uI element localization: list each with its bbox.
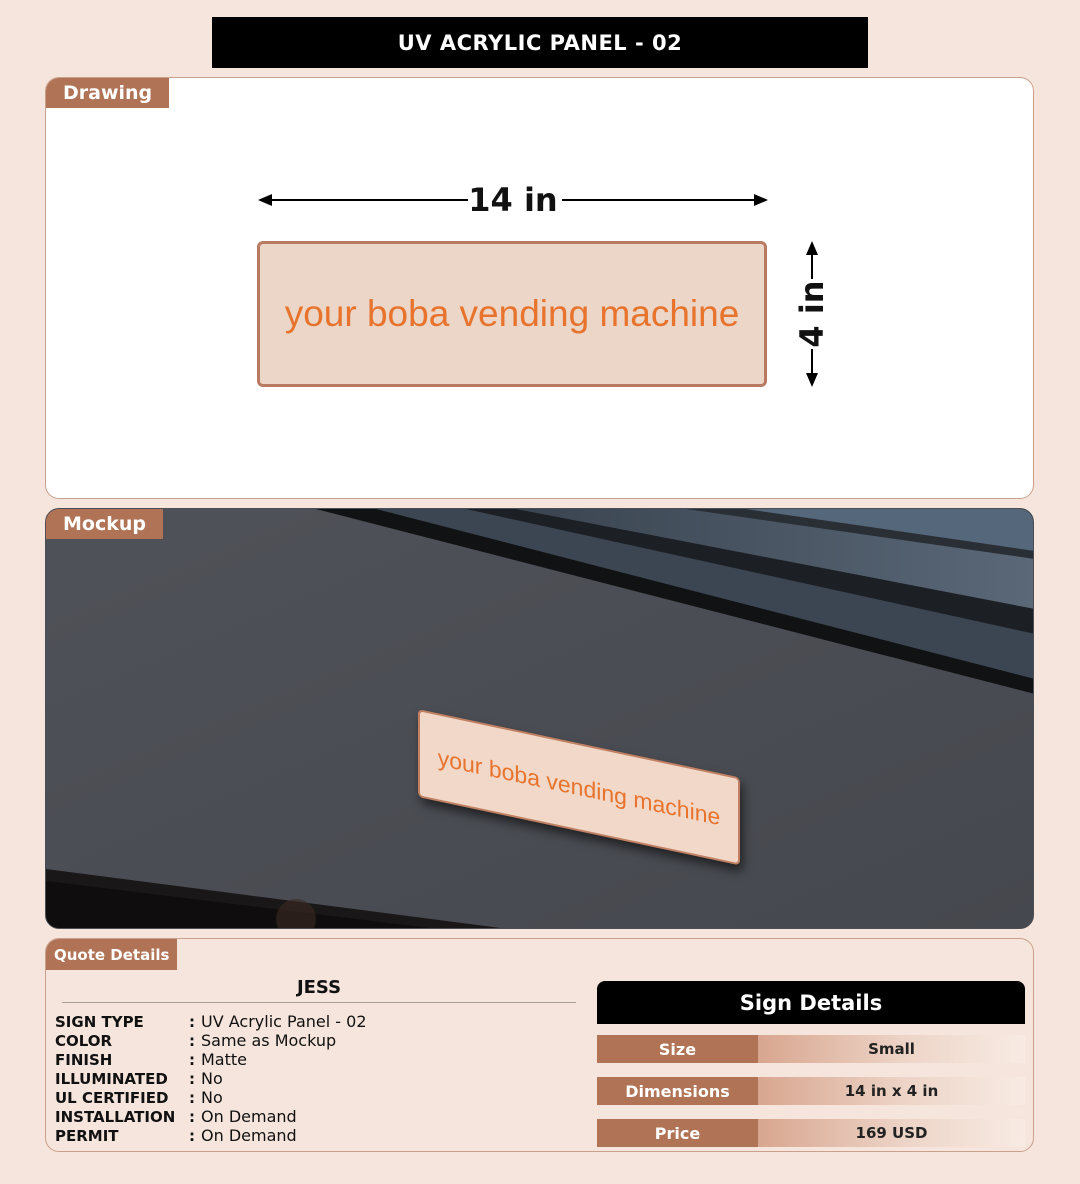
spec-row: [55, 1050, 367, 1069]
spec-key: COLOR: [55, 1031, 113, 1050]
mockup-sign-text: your boba vending machine: [437, 743, 721, 830]
spec-row: [55, 1012, 367, 1031]
spec-value: No: [201, 1088, 223, 1107]
spec-row: [55, 1069, 367, 1088]
spec-colon: :: [189, 1050, 195, 1069]
spec-key: SIGN TYPE: [55, 1012, 144, 1031]
mockup-panel: [45, 508, 1034, 929]
spec-value: On Demand: [201, 1126, 297, 1145]
spec-row: [55, 1107, 367, 1126]
spec-row: [55, 1126, 367, 1145]
arrow-down-icon: [806, 373, 818, 387]
spec-row: [55, 1088, 367, 1107]
sign-text: your boba vending machine: [284, 293, 740, 334]
dimension-line: [811, 251, 813, 279]
page-title: UV ACRYLIC PANEL - 02: [212, 17, 868, 68]
drawing-tab: Drawing: [46, 78, 169, 108]
mockup-wall-scene: [46, 509, 1034, 929]
width-label: 14 in: [468, 181, 558, 219]
sign-details-key: Price: [597, 1119, 758, 1147]
divider: [62, 1002, 576, 1003]
spec-value: No: [201, 1069, 223, 1088]
width-dimension: [258, 179, 768, 219]
sign-details-value: 14 in x 4 in: [758, 1077, 1025, 1105]
spec-colon: :: [189, 1012, 195, 1031]
spec-value: On Demand: [201, 1107, 297, 1126]
height-label: 4 in: [793, 280, 831, 348]
sign-details-value: 169 USD: [758, 1119, 1025, 1147]
sign-details-header: Sign Details: [597, 981, 1025, 1024]
sign-details-key: Size: [597, 1035, 758, 1063]
sign-details-key: Dimensions: [597, 1077, 758, 1105]
spec-colon: :: [189, 1031, 195, 1050]
sign-details-value: Small: [758, 1035, 1025, 1063]
quote-details-tab: Quote Details: [46, 939, 177, 970]
sign-details-row: [597, 1035, 1025, 1063]
spec-row: [55, 1031, 367, 1050]
height-dimension: [793, 241, 831, 387]
spec-key: INSTALLATION: [55, 1107, 176, 1126]
spec-colon: :: [189, 1126, 195, 1145]
spec-key: UL CERTIFIED: [55, 1088, 169, 1107]
sign-drawing: [257, 241, 767, 387]
spec-key: PERMIT: [55, 1126, 119, 1145]
spec-key: FINISH: [55, 1050, 113, 1069]
mockup-tab: Mockup: [46, 509, 163, 539]
drawing-panel: [45, 77, 1034, 499]
spec-value: UV Acrylic Panel - 02: [201, 1012, 367, 1031]
customer-name: JESS: [296, 977, 342, 998]
spec-value: Matte: [201, 1050, 247, 1069]
spec-colon: :: [189, 1107, 195, 1126]
sign-details-row: [597, 1077, 1025, 1105]
spec-colon: :: [189, 1069, 195, 1088]
spec-value: Same as Mockup: [201, 1031, 337, 1050]
sign-details-row: [597, 1119, 1025, 1147]
spec-colon: :: [189, 1088, 195, 1107]
spec-key: ILLUMINATED: [55, 1069, 168, 1088]
spec-list: [55, 1012, 367, 1145]
quote-details-panel: [45, 938, 1034, 1152]
